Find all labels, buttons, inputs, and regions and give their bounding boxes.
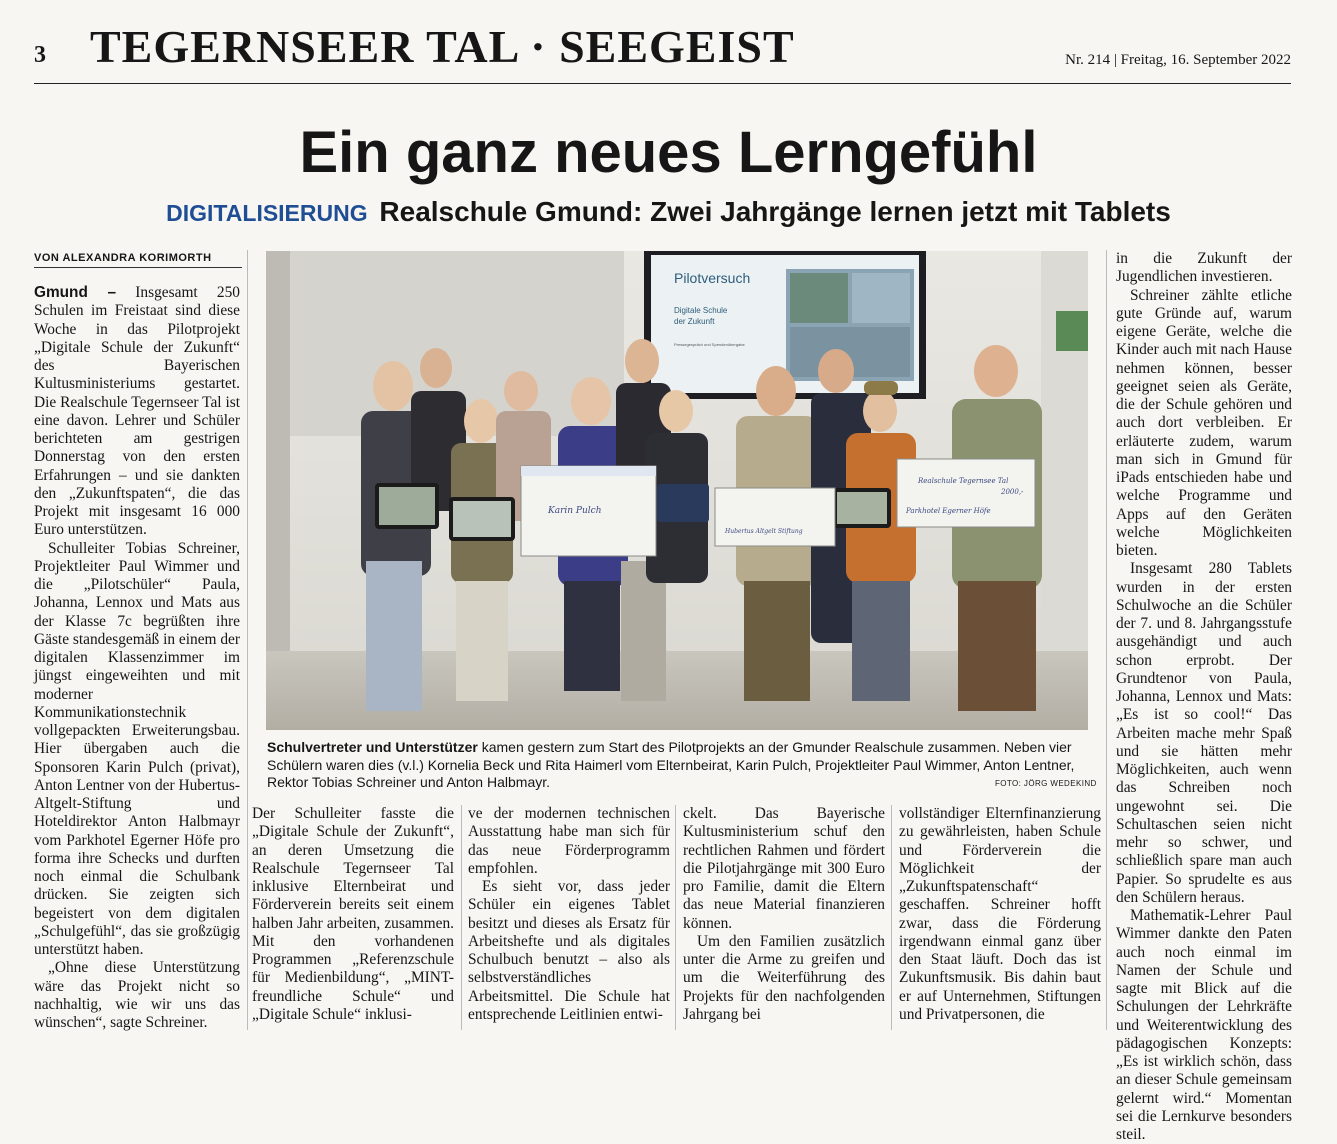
article-column-3	[468, 805, 670, 1024]
caption-text: kamen gestern zum Start des Pilotprojekts an der Gmunder Realschule zusammen. Neben vier Schülern waren dies (v.l.) Kornelia Beck und Rita Haimerl vom Elternbeirat, Karin Pulch, Projektleiter Paul Wimmer, Anton Lentner, Rektor Tobias Schreiner und Anton Halbmayr.	[267, 739, 1075, 790]
article-column-1	[34, 284, 240, 1032]
svg-text:Pressegespräch und Spendenüber: Pressegespräch und Spendenübergabe	[674, 342, 745, 347]
paragraph: ve der modernen technischen Ausstattung habe man sich für das neue Förderprogramm empfohlen.	[468, 805, 670, 877]
check-1-text: Karin Pulch	[548, 506, 602, 516]
paragraph: Mathematik-Lehrer Paul Wimmer dankte den Paten auch noch einmal im Namen der Schule und sagte mit Blick auf die Schulungen der Lehrkräfte und Weiterentwicklung des pädagogischen Konzepts: „Es ist wirklich schön, dass an dieser Schule gemeinsam gelernt wird.“ Momentan sei die Lernkurve besonders steil.	[1116, 907, 1292, 1143]
paragraph: Schreiner zählte etliche gute Gründe auf, warum eigene Geräte, welche die Kinder auch mit nach Hause nehmen können, besser geeignet seien als Geräte, die der Schule gehören und auch dort verbleiben. Er erläuterte zudem, warum man sich in Gmund für iPads entschieden habe und welche Programme und Apps auf den Geräten welche Möglichkeiten bieten.	[1116, 286, 1292, 559]
column-divider	[247, 250, 248, 1030]
byline: VON ALEXANDRA KORIMORTH	[34, 252, 242, 268]
article-column-4	[683, 805, 885, 1024]
column-divider	[461, 805, 462, 1030]
paragraph: Insgesamt 280 Tablets wurden in der ersten Schulwoche an die Schüler der 7. und 8. Jahrgangsstufe ausgehändigt und auch schon erprobt. Der Grundtenor von Paula, Johanna, Lennox und Mats: „Es ist so cool!“ Das Arbeiten mache mehr Spaß und sie hätten mehr Möglichkeiten, auch wenn das Schreiben noch ungewohnt sei. Die Schultaschen seien nicht mehr so schwer, und schließlich spare man auch Papier. So sprudelte es aus den Schülern heraus.	[1116, 560, 1292, 906]
paragraph: Um den Familien zusätzlich unter die Arme zu greifen und um die Weiterführung des Projekts für den nachfolgenden Jahrgang bei	[683, 932, 885, 1023]
screen-title: Pilotversuch	[674, 270, 751, 286]
article-subheadline	[0, 196, 1337, 228]
dateline: Gmund –	[34, 284, 117, 301]
photo-caption	[267, 739, 1087, 792]
paragraph: in die Zukunft der Jugendlichen investieren.	[1116, 250, 1292, 286]
caption-lead: Schulvertreter und Unterstützer	[267, 739, 478, 755]
newspaper-masthead: TEGERNSEER TAL · SEEGEIST	[90, 21, 795, 72]
svg-text:der Zukunft: der Zukunft	[674, 317, 715, 326]
svg-text:Digitale Schule: Digitale Schule	[674, 306, 728, 315]
check-3-amount: 2000,-	[1001, 488, 1024, 496]
article-column-2: Der Schulleiter fasste die „Digitale Schule der Zukunft“, an deren Umsetzung die Realschule Tegernseer Tal inklusive Elternbeirat und Förderverein bereits seit einem halben Jahr arbeiten, zusammen. Mit den vorhandenen Programmen „Referenzschule für Medienbildung“, „MINT-freundliche Schule“ und „Digitale Schule“ inklusi-	[252, 805, 454, 1023]
photo-credit: FOTO: JÖRG WEDEKIND	[995, 779, 1097, 788]
paragraph: Es sieht vor, dass jeder Schüler ein eigenes Tablet besitzt und dieses als Ersatz für Arbeitshefte und als digitales Schulbuch benutzt – also als selbstverständliches Arbeitsmittel. Die Schule hat entsprechende Leitlinien entwi-	[468, 878, 670, 1023]
article-column-5	[899, 805, 1101, 1024]
header-rule	[34, 83, 1291, 84]
paragraph: „Ohne diese Unterstützung wäre das Projekt nicht so nachhaltig, wie wir uns das wünschen“, sagte Schreiner.	[34, 959, 240, 1031]
paragraph: ckelt. Das Bayerische Kultusministerium schuf den rechtlichen Rahmen und fördert die Pilotjahrgänge mit 300 Euro pro Familie, damit die Eltern das neue Material finanzieren können.	[683, 805, 885, 932]
page-number: 3	[34, 42, 46, 68]
article-headline: Ein ganz neues Lerngefühl	[299, 120, 1038, 185]
article-photo	[266, 251, 1088, 730]
paragraph: Schulleiter Tobias Schreiner, Projektleiter Paul Wimmer und die „Pilotschüler“ Paula, Johanna, Lennox und Mats aus der Klasse 7c begrüßten ihre Gäste standesgemäß in einem der digitalen Klassenzimmer im jüngst eingeweihten und mit moderner Kommunikationstechnik vollgepackten Erweiterungsbau. Hier übergaben auch die Sponsoren Karin Pulch (privat), Anton Lentner von der Hubertus-Altgelt-Stiftung und Hoteldirektor Anton Halbmayr vom Parkhotel Egerner Höfe pro forma ihre Schecks und durften noch einmal die Schulbank drücken. Sie zeigten sich begeistert von dem digitalen „Schulgefühl“, das sie großzügig unterstützt haben.	[34, 539, 241, 958]
check-3-from: Parkhotel Egerner Höfe	[906, 507, 991, 515]
subheadline-text: Realschule Gmund: Zwei Jahrgänge lernen jetzt mit Tablets	[379, 196, 1171, 227]
article-column-6	[1116, 250, 1292, 1144]
section-kicker: DIGITALISIERUNG	[166, 200, 368, 226]
issue-info: Nr. 214 | Freitag, 16. September 2022	[1065, 52, 1291, 68]
column-divider	[675, 805, 676, 1030]
check-3-recipient: Realschule Tegernsee Tal	[918, 477, 1009, 485]
check-2-text: Hubertus Altgelt Stiftung	[725, 528, 803, 535]
paragraph	[34, 284, 240, 540]
paragraph-text: Insgesamt 250 Schulen im Freistaat sind diese Woche in das Pilotprojekt „Digitale Schule der Zukunft“ des Bayerischen Kultusministeriums gestartet. Die Realschule Tegernseer Tal ist eine davon. Lehrer und Schüler berichteten am gestrigen Donnerstag von den ersten Erfahrungen – und sie dankten den „Zukunftspaten“, die das Projekt mit insgesamt 16 000 Euro unterstützen.	[34, 284, 241, 539]
paragraph: vollständiger Elternfinanzierung zu gewährleisten, haben Schule und Förderverein die Möglichkeit der „Zukunftspatenschaft“ geschaffen. Schreiner hofft zwar, dass die Förderung irgendwann einmal ganz über den Staat läuft. Doch das ist Zukunftsmusik. Bis dahin baut er auf Unternehmen, Stiftungen und Privatpersonen, die	[899, 805, 1101, 1023]
column-divider	[891, 805, 892, 1030]
column-divider	[1106, 250, 1107, 1030]
